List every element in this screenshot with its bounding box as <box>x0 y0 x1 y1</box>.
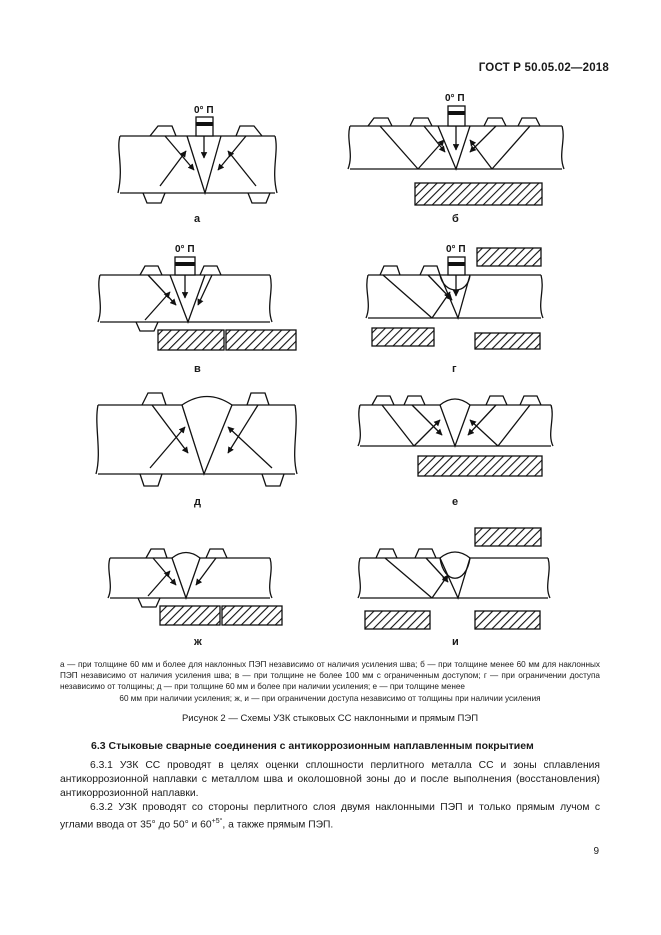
panel-label-i: и <box>452 636 459 648</box>
scheme-d <box>96 393 297 486</box>
page-number: 9 <box>593 846 599 857</box>
probe-label-g: 0° П <box>446 244 466 255</box>
scheme-i <box>358 528 550 629</box>
figure-legend <box>60 659 600 704</box>
standard-number: ГОСТ Р 50.05.02—2018 <box>478 62 609 74</box>
paragraph-6-3-2-text: 6.3.2 УЗК проводят со стороны перлитного слоя двумя наклонными ПЭП и только прямым лучом с углами ввода от 35° до 50° и 60 <box>60 802 600 831</box>
figure-legend-last-line: 60 мм при наличии усиления; ж, и — при ограничении доступа независимо от толщины при наличии усиления <box>119 693 541 703</box>
scheme-g <box>366 244 543 349</box>
section-heading: 6.3 Стыковые сварные соединения с антикоррозионным наплавленным покрытием <box>91 740 534 752</box>
panel-label-d: д <box>194 496 201 508</box>
scheme-b <box>348 93 564 205</box>
panel-label-b: б <box>452 213 459 225</box>
figure-legend-text: а — при толщине 60 мм и более для наклонных ПЭП независимо от наличия усиления шва; б — при толщине менее 60 мм для наклонных ПЭП независимо от наличия усиления шва; в — при толщине не более 100 мм с ограниченным доступом; г — при ограничении доступа независимо от толщины; д — при толщине 60 мм и более при наличии усиления; е — при толщине менее <box>60 660 600 692</box>
scheme-e <box>358 396 553 476</box>
panel-label-zh: ж <box>194 636 202 648</box>
scheme-a <box>118 105 277 203</box>
probe-label-a: 0° П <box>194 105 214 116</box>
paragraph-6-3-2 <box>60 801 600 832</box>
scheme-v <box>98 244 296 350</box>
paragraph-6-3-2-superscript: +5° <box>211 818 223 825</box>
panel-label-v: в <box>194 363 201 375</box>
panel-label-e: е <box>452 496 459 508</box>
probe-label-b: 0° П <box>445 93 465 104</box>
paragraph-6-3-2-end: , а также прямым ПЭП. <box>222 819 334 831</box>
paragraph-6-3-1: 6.3.1 УЗК СС проводят в целях оценки сплошности перлитного металла СС и зоны сплавления антикоррозионной наплавки с металлом шва и околошовной зоны до и после выполнения (восстановления) антикоррозионной наплавки. <box>60 760 600 799</box>
scheme-zh <box>108 549 282 625</box>
panel-label-a: а <box>194 213 201 225</box>
probe-label-v: 0° П <box>175 244 195 255</box>
figure-caption: Рисунок 2 — Схемы УЗК стыковых СС наклонными и прямым ПЭП <box>181 713 479 724</box>
panel-label-g: г <box>452 363 457 375</box>
